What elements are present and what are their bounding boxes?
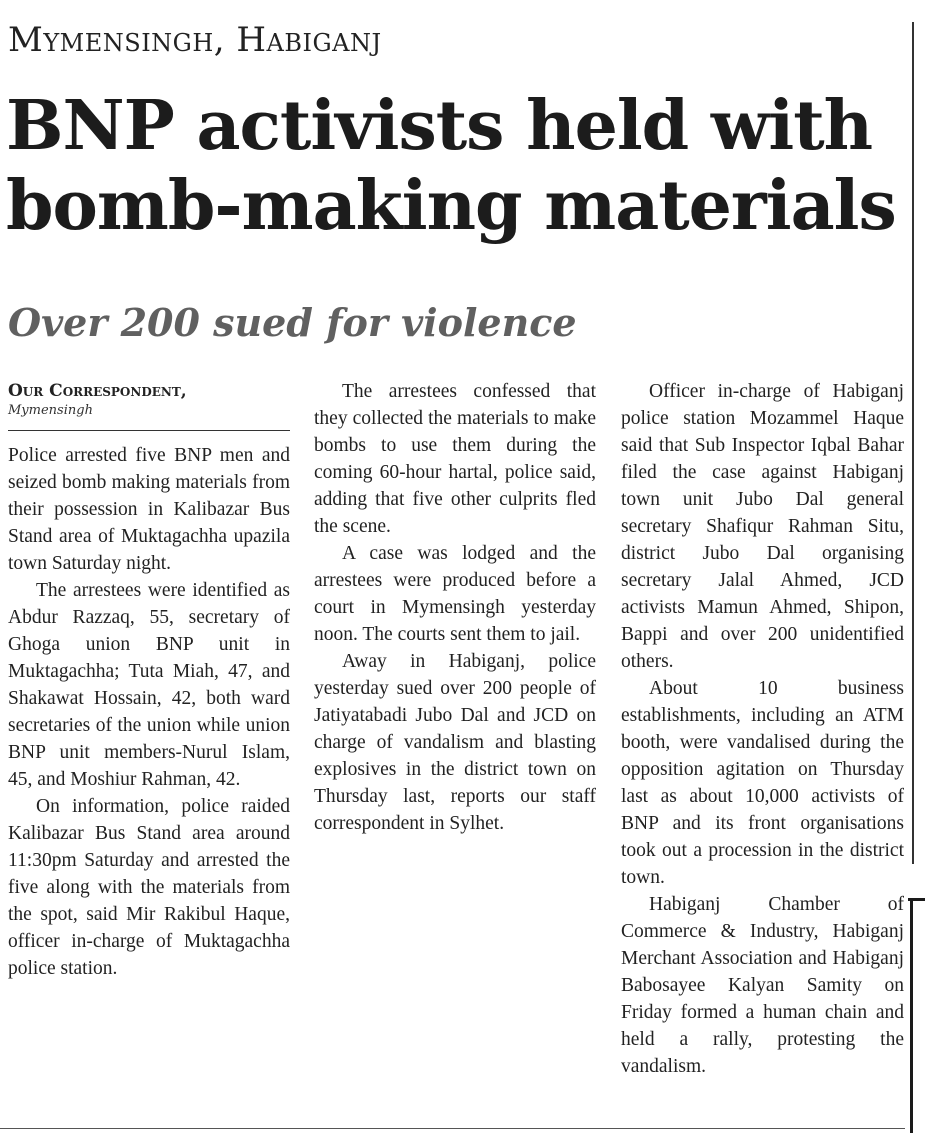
- article-paragraph: Officer in-charge of Habiganj police station Mozammel Haque said that Sub Inspector Iqbal Bahar filed the case against Habiganj town unit Jubo Dal general secretary Shafiqur Rahman Situ, district Jubo Dal organising secretary Jalal Ahmed, JCD activists Mamun Ahmed, Shipon, Bappi and over 200 unidentified others.: [621, 381, 904, 672]
- article-column-2: [314, 378, 596, 837]
- article-paragraph: Away in Habiganj, police yesterday sued over 200 people of Jatiyatabadi Jubo Dal and JCD on charge of vandalism and blasting explosives in the district town on Thursday last, reports our staff correspondent in Sylhet.: [314, 651, 596, 834]
- article-paragraph: The arrestees confessed that they collected the materials to make bombs to use them during the coming 60-hour hartal, police said, adding that five other culprits fled the scene.: [314, 381, 596, 537]
- article-paragraph: About 10 business establishments, including an ATM booth, were vandalised during the opposition agitation on Thursday last as about 10,000 activists of BNP and its front organisations took out a procession in the district town.: [621, 678, 904, 888]
- article-column-3: [621, 378, 904, 1080]
- article-paragraph: Habiganj Chamber of Commerce & Industry, Habiganj Merchant Association and Habiganj Babosayee Kalyan Samity on Friday formed a human chain and held a rally, protesting the vandalism.: [621, 894, 904, 1077]
- article-paragraph: On information, police raided Kalibazar Bus Stand area around 11:30pm Saturday and arrested the five along with the materials from the spot, said Mir Rakibul Haque, officer in-charge of Muktagachha police station.: [8, 796, 290, 979]
- byline-rule: [8, 430, 290, 431]
- column-rule-right: [912, 22, 914, 864]
- bottom-rule: [0, 1128, 905, 1129]
- article-paragraph: A case was lodged and the arrestees were produced before a court in Mymensingh yesterday noon. The courts sent them to jail.: [314, 543, 596, 645]
- article-paragraph: The arrestees were identified as Abdur Razzaq, 55, secretary of Ghoga union BNP unit in Muktagachha; Tuta Miah, 47, and Shakawat Hossain, 42, both ward secretaries of the union while union BNP unit members-Nurul Islam, 45, and Moshiur Rahman, 42.: [8, 580, 290, 790]
- section-kicker: Mymensingh, Habiganj: [8, 20, 382, 60]
- corner-rule-vertical: [910, 898, 913, 1133]
- byline-name: Our Correspondent,: [8, 381, 187, 401]
- article-column-1: [8, 442, 290, 982]
- headline: BNP activists held with bomb-making materials: [6, 86, 896, 246]
- article-paragraph: Police arrested five BNP men and seized bomb making materials from their possession in Kalibazar Bus Stand area of Muktagachha upazila town Saturday night.: [8, 445, 290, 574]
- byline: [8, 380, 288, 420]
- subheadline: Over 200 sued for violence: [8, 300, 577, 345]
- byline-place: Mymensingh: [8, 403, 93, 418]
